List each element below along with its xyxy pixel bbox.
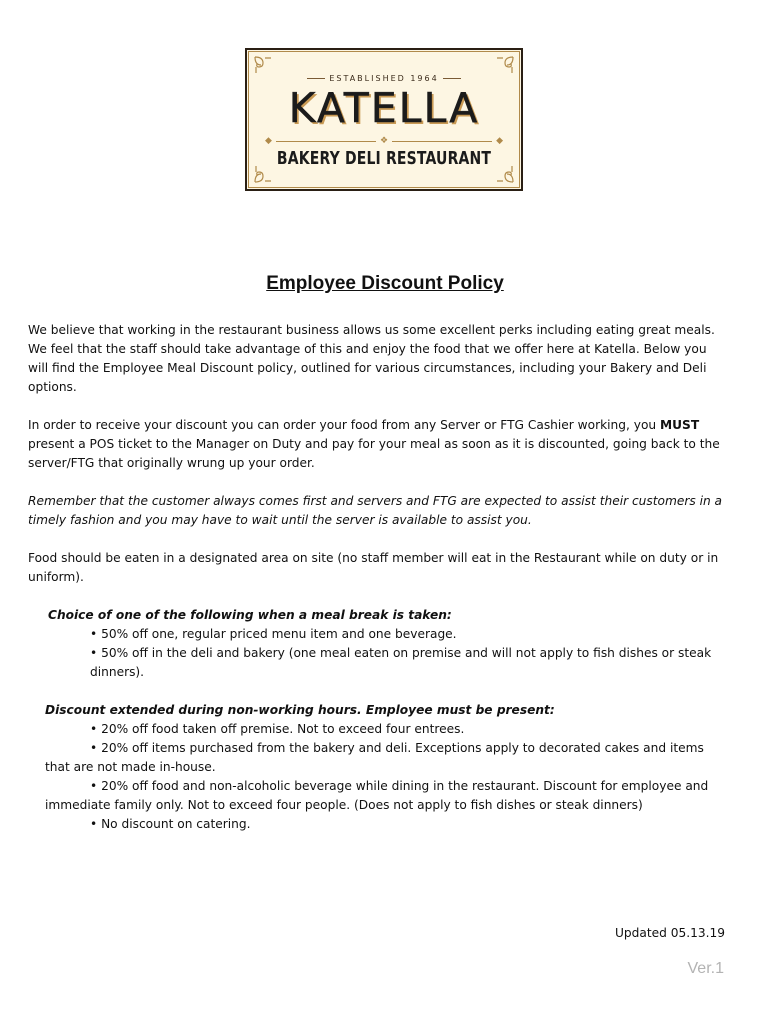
ordering-paragraph: In order to receive your discount you can order your food from any Server or FTG Cashier working, you MUST present a POS ticket to the Manager on Duty and pay for your meal as soon as it is discounted, going back to the server/FTG that originally wrung up your order.: [28, 418, 720, 470]
list-item: • 20% off items purchased from the bakery and deli. Exceptions apply to decorated cakes and items that are not made in-house.: [45, 741, 704, 774]
non-working-heading: Discount extended during non-working hours. Employee must be present:: [45, 703, 555, 717]
list-item: • No discount on catering.: [90, 817, 251, 831]
flourish-icon: [253, 55, 275, 77]
katella-logo: [245, 48, 523, 191]
policy-body: [28, 321, 728, 834]
customer-first-paragraph: Remember that the customer always comes first and servers and FTG are expected to assist their customers in a timely fashion and you may have to wait until the server is available to assist you.: [28, 494, 723, 527]
updated-date: Updated 05.13.19: [614, 926, 725, 940]
list-item: • 20% off food taken off premise. Not to exceed four entrees.: [90, 722, 465, 736]
intro-paragraph: We believe that working in the restaurant business allows us some excellent perks including eating great meals. We feel that the staff should take advantage of this and enjoy the food that we offer here at Katella. Below you will find the Employee Meal Discount policy, outlined for various circumstances, including your Bakery and Deli options.: [28, 323, 715, 394]
page-title: Employee Discount Policy: [266, 273, 504, 294]
brand-subtitle: BAKERY DELI RESTAURANT: [276, 149, 492, 169]
flourish-icon: [493, 162, 515, 184]
eating-area-paragraph: Food should be eaten in a designated area on site (no staff member will eat in the Restaurant while on duty or in uniform).: [28, 551, 719, 584]
version-label: Ver.1: [687, 960, 724, 977]
established-row: [307, 71, 461, 85]
list-item: • 50% off one, regular priced menu item and one beverage.: [90, 627, 457, 641]
logo-divider: ◆ ❖ ◆: [265, 135, 504, 146]
established-text: ESTABLISHED 1964: [329, 73, 439, 83]
list-item: • 50% off in the deli and bakery (one meal eaten on premise and will not apply to fish dishes or steak dinners).: [90, 646, 712, 679]
must-emphasis: MUST: [660, 418, 700, 432]
flourish-icon: [253, 162, 275, 184]
meal-break-heading: Choice of one of the following when a meal break is taken:: [48, 608, 452, 622]
list-item: • 20% off food and non-alcoholic beverage while dining in the restaurant. Discount for employee and immediate family only. Not to exceed four people. (Does not apply to fish dishes or steak dinners): [45, 779, 709, 812]
brand-name: KATELLA: [288, 84, 480, 132]
flourish-icon: [493, 55, 515, 77]
